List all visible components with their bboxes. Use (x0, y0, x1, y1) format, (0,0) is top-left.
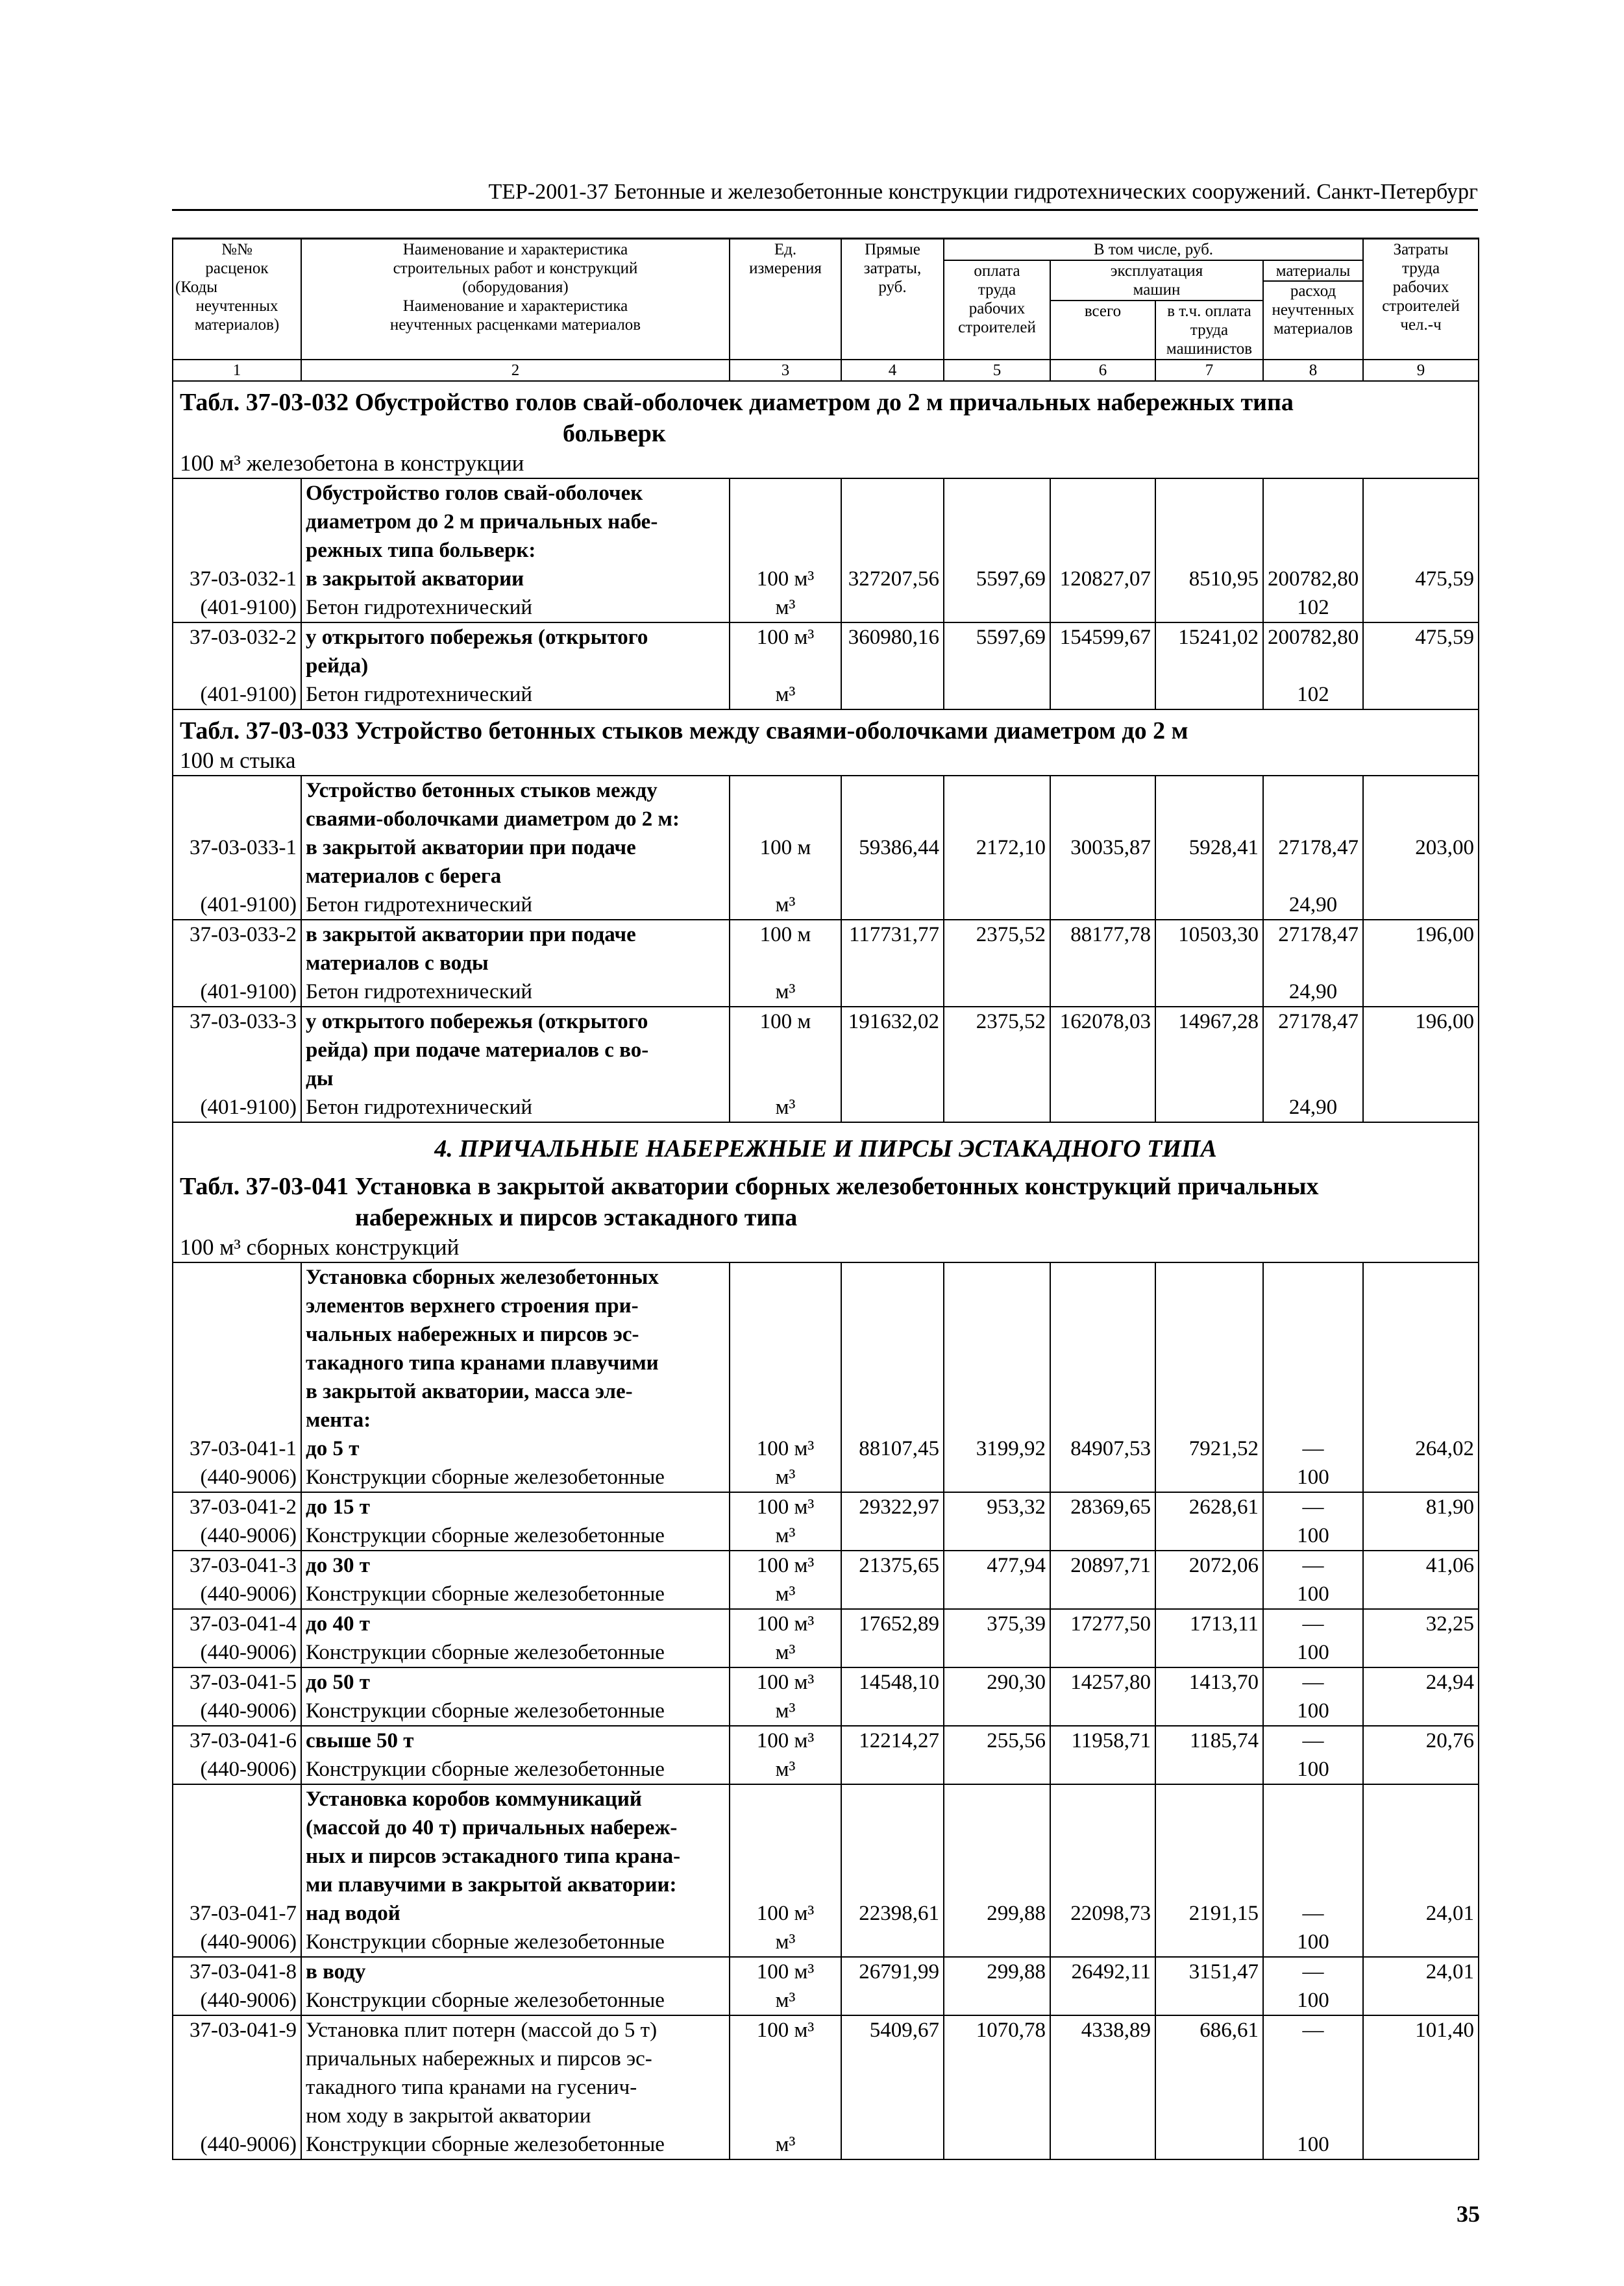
drivers-pay: 15241,02 (1155, 622, 1263, 652)
measure-unit-032: 100 м³ железобетона в конструкции (173, 449, 1479, 478)
unit: 100 м³ (730, 2015, 841, 2045)
table-row (173, 1899, 1479, 1928)
material-code: (401-9100) (173, 977, 301, 1007)
drivers-pay: 3151,47 (1155, 1957, 1263, 1986)
materials: 27178,47 (1263, 1007, 1363, 1036)
column-number: 3 (730, 360, 841, 381)
labor-hours: 81,90 (1363, 1492, 1479, 1521)
direct-costs: 26791,99 (841, 1957, 944, 1986)
group-description: Установка сборных железобетонных (301, 1262, 730, 1292)
direct-costs: 22398,61 (841, 1899, 944, 1928)
material-unit: м³ (730, 1463, 841, 1492)
materials-dash: — (1263, 1957, 1363, 1986)
material-unit: м³ (730, 1755, 841, 1784)
materials-dash: — (1263, 1667, 1363, 1697)
direct-costs: 29322,97 (841, 1492, 944, 1521)
material-code: (440-9006) (173, 1986, 301, 2015)
material-unit: м³ (730, 1986, 841, 2015)
machines-total: 30035,87 (1050, 833, 1155, 862)
material-unit: м³ (730, 1580, 841, 1609)
material-row (173, 1093, 1479, 1122)
materials-dash: — (1263, 1899, 1363, 1928)
material-unit: м³ (730, 1928, 841, 1957)
work-name: над водой (301, 1899, 730, 1928)
material-row (173, 1638, 1479, 1667)
material-name: Конструкции сборные железобетонные (301, 1638, 730, 1667)
material-name: Конструкции сборные железобетонные (301, 1928, 730, 1957)
table-row (173, 622, 1479, 652)
machines-total: 20897,71 (1050, 1551, 1155, 1580)
header-unit-column: Ед. измерения (730, 239, 841, 360)
labor-hours: 196,00 (1363, 1007, 1479, 1036)
machines-total: 26492,11 (1050, 1957, 1155, 1986)
materials-dash: — (1263, 1551, 1363, 1580)
labor-pay: 953,32 (944, 1492, 1050, 1521)
material-row (173, 593, 1479, 622)
header-machines-group: эксплуатация машин (1050, 260, 1263, 301)
rate-code: 37-03-032-1 (173, 565, 301, 593)
materials: 200782,80 (1263, 565, 1363, 593)
materials: 27178,47 (1263, 833, 1363, 862)
labor-pay: 5597,69 (944, 565, 1050, 593)
drivers-pay: 1185,74 (1155, 1726, 1263, 1755)
column-number: 6 (1050, 360, 1155, 381)
unit: 100 м³ (730, 1609, 841, 1638)
header-name-column: Наименование и характеристика строительных работ и конструкций (оборудования) Наименование и характеристика неучтенных расценками материалов (301, 239, 730, 360)
labor-pay: 255,56 (944, 1726, 1050, 1755)
material-qty: 102 (1263, 680, 1363, 709)
material-code: (401-9100) (173, 1093, 301, 1122)
work-name: Установка плит потерн (массой до 5 т) (301, 2015, 730, 2045)
unit: 100 м³ (730, 1434, 841, 1463)
group-description: Устройство бетонных стыков между (301, 776, 730, 805)
unit: 100 м³ (730, 1726, 841, 1755)
material-unit: м³ (730, 977, 841, 1007)
unit: 100 м³ (730, 1551, 841, 1580)
material-name: Бетон гидротехнический (301, 977, 730, 1007)
column-number: 4 (841, 360, 944, 381)
unit: 100 м (730, 1007, 841, 1036)
table-row (173, 1957, 1479, 1986)
material-name: Конструкции сборные железобетонные (301, 1986, 730, 2015)
column-number: 2 (301, 360, 730, 381)
group-description: ми плавучими в закрытой акватории: (301, 1871, 730, 1899)
material-name: Конструкции сборные железобетонные (301, 1463, 730, 1492)
drivers-pay: 1413,70 (1155, 1667, 1263, 1697)
table-row (173, 833, 1479, 862)
material-row (173, 2130, 1479, 2159)
unit: 100 м³ (730, 565, 841, 593)
table-row (173, 1492, 1479, 1521)
material-code: (440-9006) (173, 1638, 301, 1667)
group-description: (массой до 40 т) причальных набереж- (301, 1813, 730, 1842)
unit: 100 м³ (730, 1957, 841, 1986)
header-drivers-pay-column: в т.ч. оплата труда машинистов (1155, 301, 1263, 360)
labor-hours: 24,01 (1363, 1957, 1479, 1986)
material-qty: 24,90 (1263, 977, 1363, 1007)
material-code: (440-9006) (173, 1521, 301, 1551)
chapter-title: 4. ПРИЧАЛЬНЫЕ НАБЕРЕЖНЫЕ И ПИРСЫ ЭСТАКАДНОГО ТИПА (173, 1122, 1479, 1166)
material-row (173, 680, 1479, 709)
unit: 100 м³ (730, 622, 841, 652)
drivers-pay: 2072,06 (1155, 1551, 1263, 1580)
group-description: элементов верхнего строения при- (301, 1292, 730, 1320)
header-machines-total-column: всего (1050, 301, 1155, 360)
page-number: 35 (1457, 2201, 1480, 2227)
labor-hours: 475,59 (1363, 565, 1479, 593)
machines-total: 22098,73 (1050, 1899, 1155, 1928)
rate-code: 37-03-032-2 (173, 622, 301, 652)
material-qty: 100 (1263, 1638, 1363, 1667)
material-qty: 100 (1263, 1580, 1363, 1609)
work-name: у открытого побережья (открытого (301, 622, 730, 652)
labor-hours: 24,01 (1363, 1899, 1479, 1928)
materials-dash: — (1263, 1434, 1363, 1463)
work-name-cont: рейда) при подаче материалов с во- (301, 1036, 730, 1064)
labor-pay: 299,88 (944, 1899, 1050, 1928)
labor-hours: 196,00 (1363, 920, 1479, 949)
labor-pay: 1070,78 (944, 2015, 1050, 2045)
rate-code: 37-03-041-5 (173, 1667, 301, 1697)
price-table (172, 238, 1479, 2160)
table-header (173, 239, 1479, 382)
material-name: Конструкции сборные железобетонные (301, 1521, 730, 1551)
table-row (173, 1434, 1479, 1463)
labor-pay: 2375,52 (944, 920, 1050, 949)
table-row (173, 920, 1479, 949)
column-number: 7 (1155, 360, 1263, 381)
labor-pay: 299,88 (944, 1957, 1050, 1986)
labor-hours: 264,02 (1363, 1434, 1479, 1463)
material-code: (440-9006) (173, 1580, 301, 1609)
materials-dash: — (1263, 1726, 1363, 1755)
work-name: до 5 т (301, 1434, 730, 1463)
table-row (173, 1007, 1479, 1036)
material-code: (440-9006) (173, 1697, 301, 1726)
material-code: (401-9100) (173, 680, 301, 709)
drivers-pay: 2628,61 (1155, 1492, 1263, 1521)
work-name: до 50 т (301, 1667, 730, 1697)
drivers-pay: 686,61 (1155, 2015, 1263, 2045)
column-number: 5 (944, 360, 1050, 381)
column-numbers-row (173, 360, 1479, 381)
header-labor-pay-column: оплата труда рабочих строителей (944, 260, 1050, 360)
material-code: (440-9006) (173, 1463, 301, 1492)
column-number: 8 (1263, 360, 1363, 381)
labor-pay: 375,39 (944, 1609, 1050, 1638)
material-code: (440-9006) (173, 1755, 301, 1784)
materials: 27178,47 (1263, 920, 1363, 949)
labor-hours: 24,94 (1363, 1667, 1479, 1697)
header-direct-costs-column: Прямые затраты, руб. (841, 239, 944, 360)
direct-costs: 5409,67 (841, 2015, 944, 2045)
table-row (173, 1551, 1479, 1580)
column-number: 1 (173, 360, 301, 381)
group-description: мента: (301, 1406, 730, 1434)
labor-hours: 101,40 (1363, 2015, 1479, 2045)
labor-hours: 41,06 (1363, 1551, 1479, 1580)
direct-costs: 191632,02 (841, 1007, 944, 1036)
header-materials-column: материалы расход неучтенных материалов (1263, 260, 1363, 360)
material-qty: 102 (1263, 593, 1363, 622)
material-row (173, 1463, 1479, 1492)
table-title-033: Табл. 37-03-033 Устройство бетонных стыков между сваями-оболочками диаметром до 2 м (173, 709, 1479, 746)
material-qty: 24,90 (1263, 1093, 1363, 1122)
table-row (173, 2015, 1479, 2045)
work-name: до 40 т (301, 1609, 730, 1638)
group-description: Обустройство голов свай-оболочек (301, 478, 730, 508)
materials-dash: — (1263, 2015, 1363, 2045)
material-row (173, 1928, 1479, 1957)
rate-code: 37-03-033-3 (173, 1007, 301, 1036)
material-row (173, 891, 1479, 920)
unit: 100 м³ (730, 1899, 841, 1928)
unit: 100 м (730, 920, 841, 949)
material-row (173, 1697, 1479, 1726)
measure-unit-041: 100 м³ сборных конструкций (173, 1233, 1479, 1262)
work-name-cont: материалов с воды (301, 949, 730, 977)
material-qty: 100 (1263, 1755, 1363, 1784)
material-unit: м³ (730, 1697, 841, 1726)
direct-costs: 12214,27 (841, 1726, 944, 1755)
direct-costs: 88107,45 (841, 1434, 944, 1463)
drivers-pay: 8510,95 (1155, 565, 1263, 593)
machines-total: 28369,65 (1050, 1492, 1155, 1521)
direct-costs: 117731,77 (841, 920, 944, 949)
machines-total: 88177,78 (1050, 920, 1155, 949)
machines-total: 11958,71 (1050, 1726, 1155, 1755)
table-row (173, 1667, 1479, 1697)
material-name: Бетон гидротехнический (301, 1093, 730, 1122)
labor-pay: 290,30 (944, 1667, 1050, 1697)
material-qty: 100 (1263, 1697, 1363, 1726)
material-qty: 100 (1263, 1463, 1363, 1492)
work-name: до 15 т (301, 1492, 730, 1521)
material-code: (401-9100) (173, 593, 301, 622)
materials-dash: — (1263, 1492, 1363, 1521)
header-code-column: №№ расценок (Коды неучтенных материалов) (173, 239, 301, 360)
material-name: Бетон гидротехнический (301, 891, 730, 920)
work-name-cont: ном ходу в закрытой акватории (301, 2102, 730, 2130)
work-name: свыше 50 т (301, 1726, 730, 1755)
material-row (173, 1755, 1479, 1784)
rate-code: 37-03-041-3 (173, 1551, 301, 1580)
table-title-032: Табл. 37-03-032 Обустройство голов свай-оболочек диаметром до 2 м причальных набережных типа больверк (173, 381, 1479, 449)
measure-unit-033: 100 м стыка (173, 746, 1479, 776)
labor-pay: 2172,10 (944, 833, 1050, 862)
group-description: в закрытой акватории, масса эле- (301, 1377, 730, 1406)
machines-total: 14257,80 (1050, 1667, 1155, 1697)
labor-pay: 2375,52 (944, 1007, 1050, 1036)
direct-costs: 327207,56 (841, 565, 944, 593)
material-name: Конструкции сборные железобетонные (301, 1755, 730, 1784)
material-unit: м³ (730, 680, 841, 709)
material-code: (401-9100) (173, 891, 301, 920)
drivers-pay: 1713,11 (1155, 1609, 1263, 1638)
material-unit: м³ (730, 891, 841, 920)
group-description: сваями-оболочками диаметром до 2 м: (301, 805, 730, 833)
work-name: у открытого побережья (открытого (301, 1007, 730, 1036)
material-name: Конструкции сборные железобетонные (301, 2130, 730, 2159)
direct-costs: 14548,10 (841, 1667, 944, 1697)
material-row (173, 1580, 1479, 1609)
rate-code: 37-03-041-8 (173, 1957, 301, 1986)
running-title: ТЕР-2001-37 Бетонные и железобетонные конструкции гидротехнических сооружений. Санкт-Петербург (172, 177, 1478, 211)
material-name: Конструкции сборные железобетонные (301, 1697, 730, 1726)
labor-hours: 32,25 (1363, 1609, 1479, 1638)
material-unit: м³ (730, 1521, 841, 1551)
work-name-cont: ды (301, 1064, 730, 1093)
drivers-pay: 5928,41 (1155, 833, 1263, 862)
material-code: (440-9006) (173, 2130, 301, 2159)
machines-total: 17277,50 (1050, 1609, 1155, 1638)
header-labor-hours-column: Затраты труда рабочих строителей чел.-ч (1363, 239, 1479, 360)
material-qty: 100 (1263, 1521, 1363, 1551)
direct-costs: 360980,16 (841, 622, 944, 652)
group-description: ных и пирсов эстакадного типа крана- (301, 1842, 730, 1871)
rate-code: 37-03-041-4 (173, 1609, 301, 1638)
material-row (173, 1986, 1479, 2015)
material-name: Бетон гидротехнический (301, 680, 730, 709)
material-row (173, 977, 1479, 1007)
machines-total: 84907,53 (1050, 1434, 1155, 1463)
labor-pay: 477,94 (944, 1551, 1050, 1580)
material-qty: 24,90 (1263, 891, 1363, 920)
material-qty: 100 (1263, 2130, 1363, 2159)
rate-code: 37-03-041-6 (173, 1726, 301, 1755)
rate-code: 37-03-041-7 (173, 1899, 301, 1928)
material-unit: м³ (730, 593, 841, 622)
header-including-group: В том числе, руб. (944, 239, 1363, 261)
direct-costs: 17652,89 (841, 1609, 944, 1638)
work-name-cont: причальных набережных и пирсов эс- (301, 2045, 730, 2073)
work-name-cont: материалов с берега (301, 862, 730, 891)
unit: 100 м (730, 833, 841, 862)
labor-pay: 3199,92 (944, 1434, 1050, 1463)
group-description: такадного типа кранами плавучими (301, 1349, 730, 1377)
machines-total: 162078,03 (1050, 1007, 1155, 1036)
unit: 100 м³ (730, 1667, 841, 1697)
material-unit: м³ (730, 1638, 841, 1667)
work-name: в закрытой акватории (301, 565, 730, 593)
material-qty: 100 (1263, 1928, 1363, 1957)
labor-hours: 20,76 (1363, 1726, 1479, 1755)
machines-total: 154599,67 (1050, 622, 1155, 652)
group-description: режных типа больверк: (301, 536, 730, 565)
drivers-pay: 10503,30 (1155, 920, 1263, 949)
materials-dash: — (1263, 1609, 1363, 1638)
table-title-041: Табл. 37-03-041 Установка в закрытой акватории сборных железобетонных конструкций причальных набережных и пирсов эстакадного типа (173, 1166, 1479, 1233)
rate-code: 37-03-041-1 (173, 1434, 301, 1463)
work-name-cont: такадного типа кранами на гусенич- (301, 2073, 730, 2102)
unit: 100 м³ (730, 1492, 841, 1521)
table-row (173, 565, 1479, 593)
direct-costs: 21375,65 (841, 1551, 944, 1580)
work-name: в закрытой акватории при подаче (301, 833, 730, 862)
materials: 200782,80 (1263, 622, 1363, 652)
labor-hours: 475,59 (1363, 622, 1479, 652)
machines-total: 4338,89 (1050, 2015, 1155, 2045)
material-code: (440-9006) (173, 1928, 301, 1957)
material-name: Конструкции сборные железобетонные (301, 1580, 730, 1609)
drivers-pay: 14967,28 (1155, 1007, 1263, 1036)
material-unit: м³ (730, 2130, 841, 2159)
work-name: в воду (301, 1957, 730, 1986)
work-name: до 30 т (301, 1551, 730, 1580)
table-row (173, 1726, 1479, 1755)
rate-code: 37-03-041-9 (173, 2015, 301, 2045)
work-name: в закрытой акватории при подаче (301, 920, 730, 949)
group-description: диаметром до 2 м причальных набе- (301, 508, 730, 536)
material-unit: м³ (730, 1093, 841, 1122)
group-description: чальных набережных и пирсов эс- (301, 1320, 730, 1349)
table-row (173, 1609, 1479, 1638)
rate-code: 37-03-033-1 (173, 833, 301, 862)
direct-costs: 59386,44 (841, 833, 944, 862)
rate-code: 37-03-033-2 (173, 920, 301, 949)
material-row (173, 1521, 1479, 1551)
machines-total: 120827,07 (1050, 565, 1155, 593)
labor-hours: 203,00 (1363, 833, 1479, 862)
drivers-pay: 7921,52 (1155, 1434, 1263, 1463)
material-name: Бетон гидротехнический (301, 593, 730, 622)
drivers-pay: 2191,15 (1155, 1899, 1263, 1928)
work-name-cont: рейда) (301, 652, 730, 680)
labor-pay: 5597,69 (944, 622, 1050, 652)
material-qty: 100 (1263, 1986, 1363, 2015)
rate-code: 37-03-041-2 (173, 1492, 301, 1521)
group-description: Установка коробов коммуникаций (301, 1784, 730, 1813)
column-number: 9 (1363, 360, 1479, 381)
